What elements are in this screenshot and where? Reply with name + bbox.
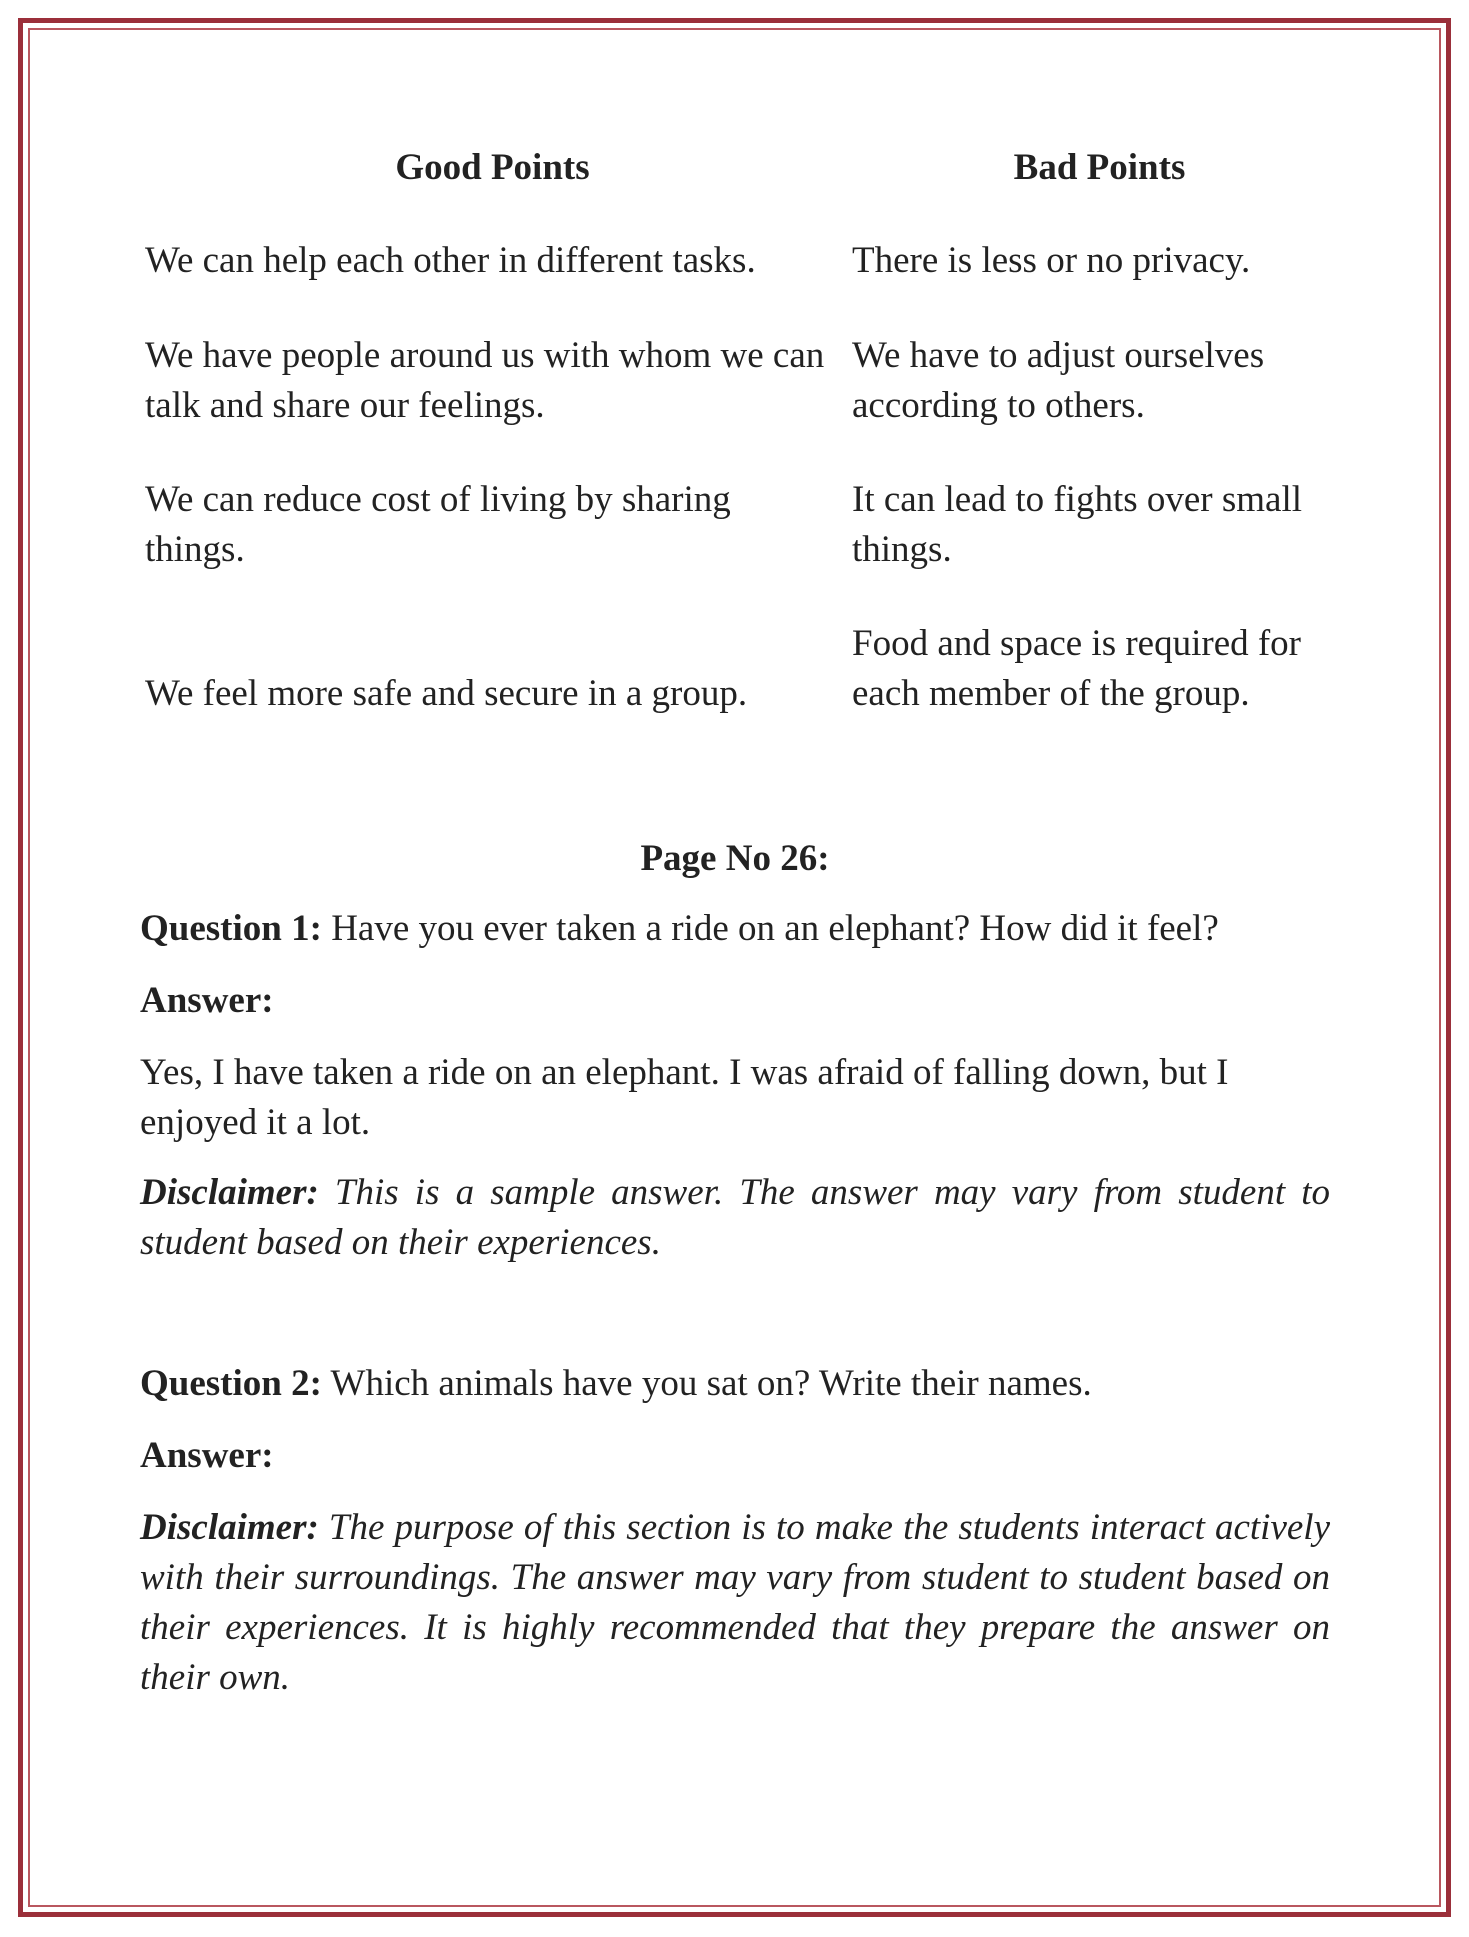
disclaimer-2-text: The purpose of this section is to make the students interact actively with their surroundings. The answer may vary from student to student based on their experiences. It is highly recommended that they prepare the answer on their own.	[140, 1507, 1330, 1698]
disclaimer-2	[140, 1503, 1330, 1703]
question-1	[140, 904, 1330, 954]
question-1-label: Question 1:	[140, 908, 322, 949]
question-2-text: Which animals have you sat on? Write their names.	[321, 1363, 1092, 1404]
disclaimer-2-label: Disclaimer:	[140, 1507, 319, 1548]
answer-1-label: Answer:	[140, 980, 274, 1021]
good-point-4: We feel more safe and secure in a group.	[145, 673, 748, 714]
bad-point-4: Food and space is required for each member of the group.	[852, 623, 1302, 714]
good-points-header: Good Points	[395, 147, 590, 188]
page-number-heading: Page No 26:	[640, 838, 830, 879]
bad-point-1: There is less or no privacy.	[852, 240, 1251, 281]
question-1-text: Have you ever taken a ride on an elephant? How did it feel?	[321, 908, 1219, 949]
good-point-3: We can reduce cost of living by sharing things.	[145, 479, 731, 570]
answer-1-text: Yes, I have taken a ride on an elephant. I was afraid of falling down, but I enjoyed it a lot.	[140, 1052, 1229, 1143]
question-2	[140, 1359, 1330, 1409]
answer-2-label: Answer:	[140, 1435, 274, 1476]
bad-point-3: It can lead to fights over small things.	[852, 479, 1303, 570]
good-point-1: We can help each other in different tasks.	[145, 240, 756, 281]
bad-points-header: Bad Points	[1013, 147, 1186, 188]
disclaimer-1	[140, 1168, 1330, 1268]
disclaimer-1-text: This is a sample answer. The answer may vary from student to student based on their experiences.	[140, 1172, 1330, 1263]
disclaimer-1-label: Disclaimer:	[140, 1172, 319, 1213]
question-2-label: Question 2:	[140, 1363, 322, 1404]
bad-point-2: We have to adjust ourselves according to others.	[852, 335, 1265, 426]
good-point-2: We have people around us with whom we can talk and share our feelings.	[145, 335, 825, 426]
